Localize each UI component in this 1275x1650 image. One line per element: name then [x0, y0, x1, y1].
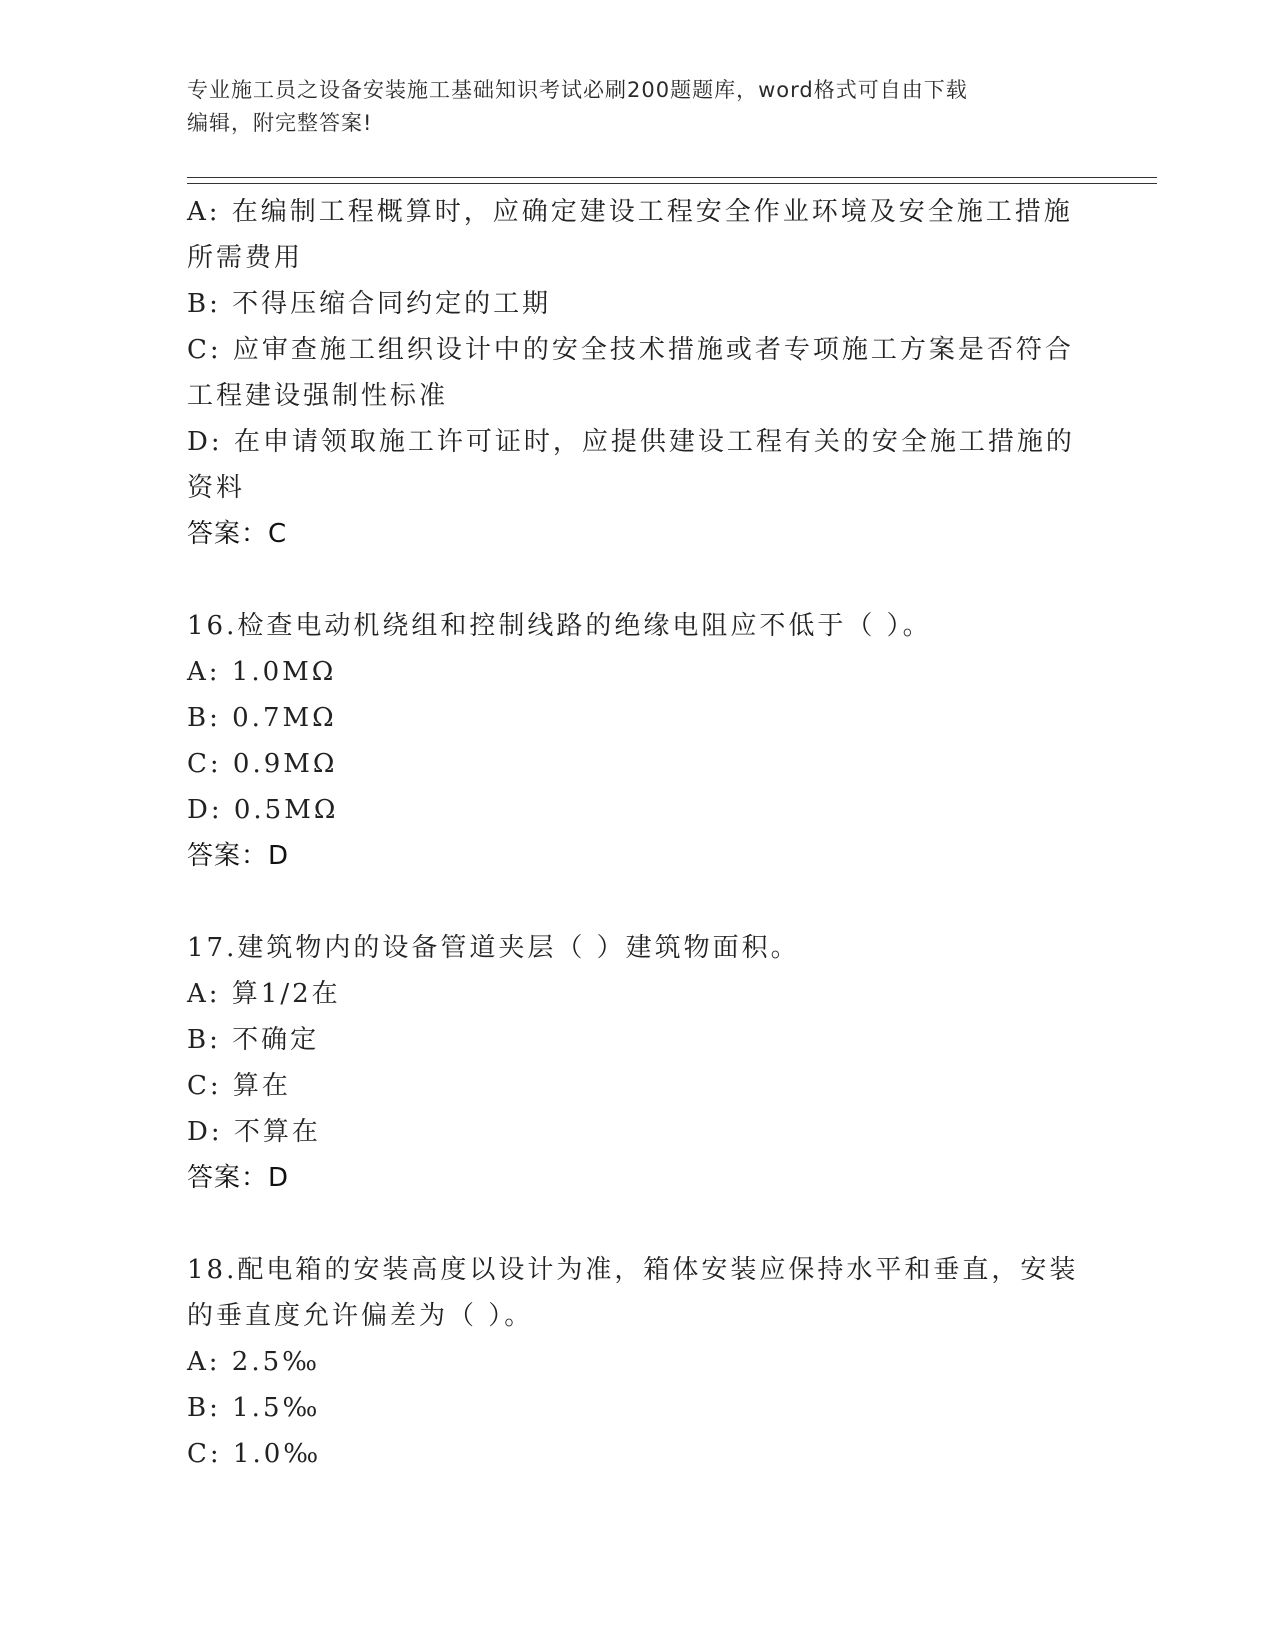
q17-answer: 答案：D — [187, 1163, 290, 1193]
q15-option-a-line-1: A: 在编制工程概算时，应确定建设工程安全作业环境及安全施工措施 — [187, 197, 1073, 227]
q17-option-b: B: 不确定 — [187, 1025, 320, 1055]
q16-option-b: B: 0.7MΩ — [187, 703, 337, 733]
q17-option-c: C: 算在 — [187, 1071, 291, 1101]
q18-question-line-2: 的垂直度允许偏差为（ ）。 — [187, 1301, 534, 1331]
q18-option-b: B: 1.5‰ — [187, 1393, 321, 1423]
q15-option-c-line-2: 工程建设强制性标准 — [187, 381, 449, 411]
q15-option-a-line-2: 所需费用 — [187, 243, 304, 273]
q16-answer: 答案：D — [187, 841, 290, 871]
header-divider-top — [187, 177, 1157, 178]
q17-question: 17.建筑物内的设备管道夹层（ ）建筑物面积。 — [187, 933, 800, 963]
spacer — [187, 879, 1087, 925]
q15-answer: 答案：C — [187, 519, 288, 549]
q18-option-c: C: 1.0‰ — [187, 1439, 322, 1469]
spacer — [187, 1201, 1087, 1247]
q15-option-d-line-1: D: 在申请领取施工许可证时，应提供建设工程有关的安全施工措施的 — [187, 427, 1075, 457]
q16-option-c: C: 0.9MΩ — [187, 749, 338, 779]
q16-option-a: A: 1.0MΩ — [187, 657, 337, 687]
header-divider-bottom — [187, 183, 1157, 184]
q18-option-a: A: 2.5‰ — [187, 1347, 321, 1377]
question-15-block — [187, 189, 1087, 557]
header-line-2: 编辑，附完整答案! — [187, 111, 373, 135]
q16-option-d: D: 0.5MΩ — [187, 795, 339, 825]
q17-option-d: D: 不算在 — [187, 1117, 321, 1147]
q17-option-a: A: 算1/2在 — [187, 979, 341, 1009]
document-header — [187, 74, 1087, 140]
q16-question: 16.检查电动机绕组和控制线路的绝缘电阻应不低于（ ）。 — [187, 611, 932, 641]
q18-question-line-1: 18.配电箱的安装高度以设计为准，箱体安装应保持水平和垂直，安装 — [187, 1255, 1079, 1285]
spacer — [187, 557, 1087, 603]
q15-option-d-line-2: 资料 — [187, 473, 246, 503]
question-17-block — [187, 925, 1087, 1201]
question-list — [187, 189, 1087, 1477]
q15-option-c-line-1: C: 应审查施工组织设计中的安全技术措施或者专项施工方案是否符合 — [187, 335, 1074, 365]
header-line-1: 专业施工员之设备安装施工基础知识考试必刷200题题库，word格式可自由下载 — [187, 78, 968, 102]
question-18-block — [187, 1247, 1087, 1477]
question-16-block — [187, 603, 1087, 879]
q15-option-b: B: 不得压缩合同约定的工期 — [187, 289, 552, 319]
